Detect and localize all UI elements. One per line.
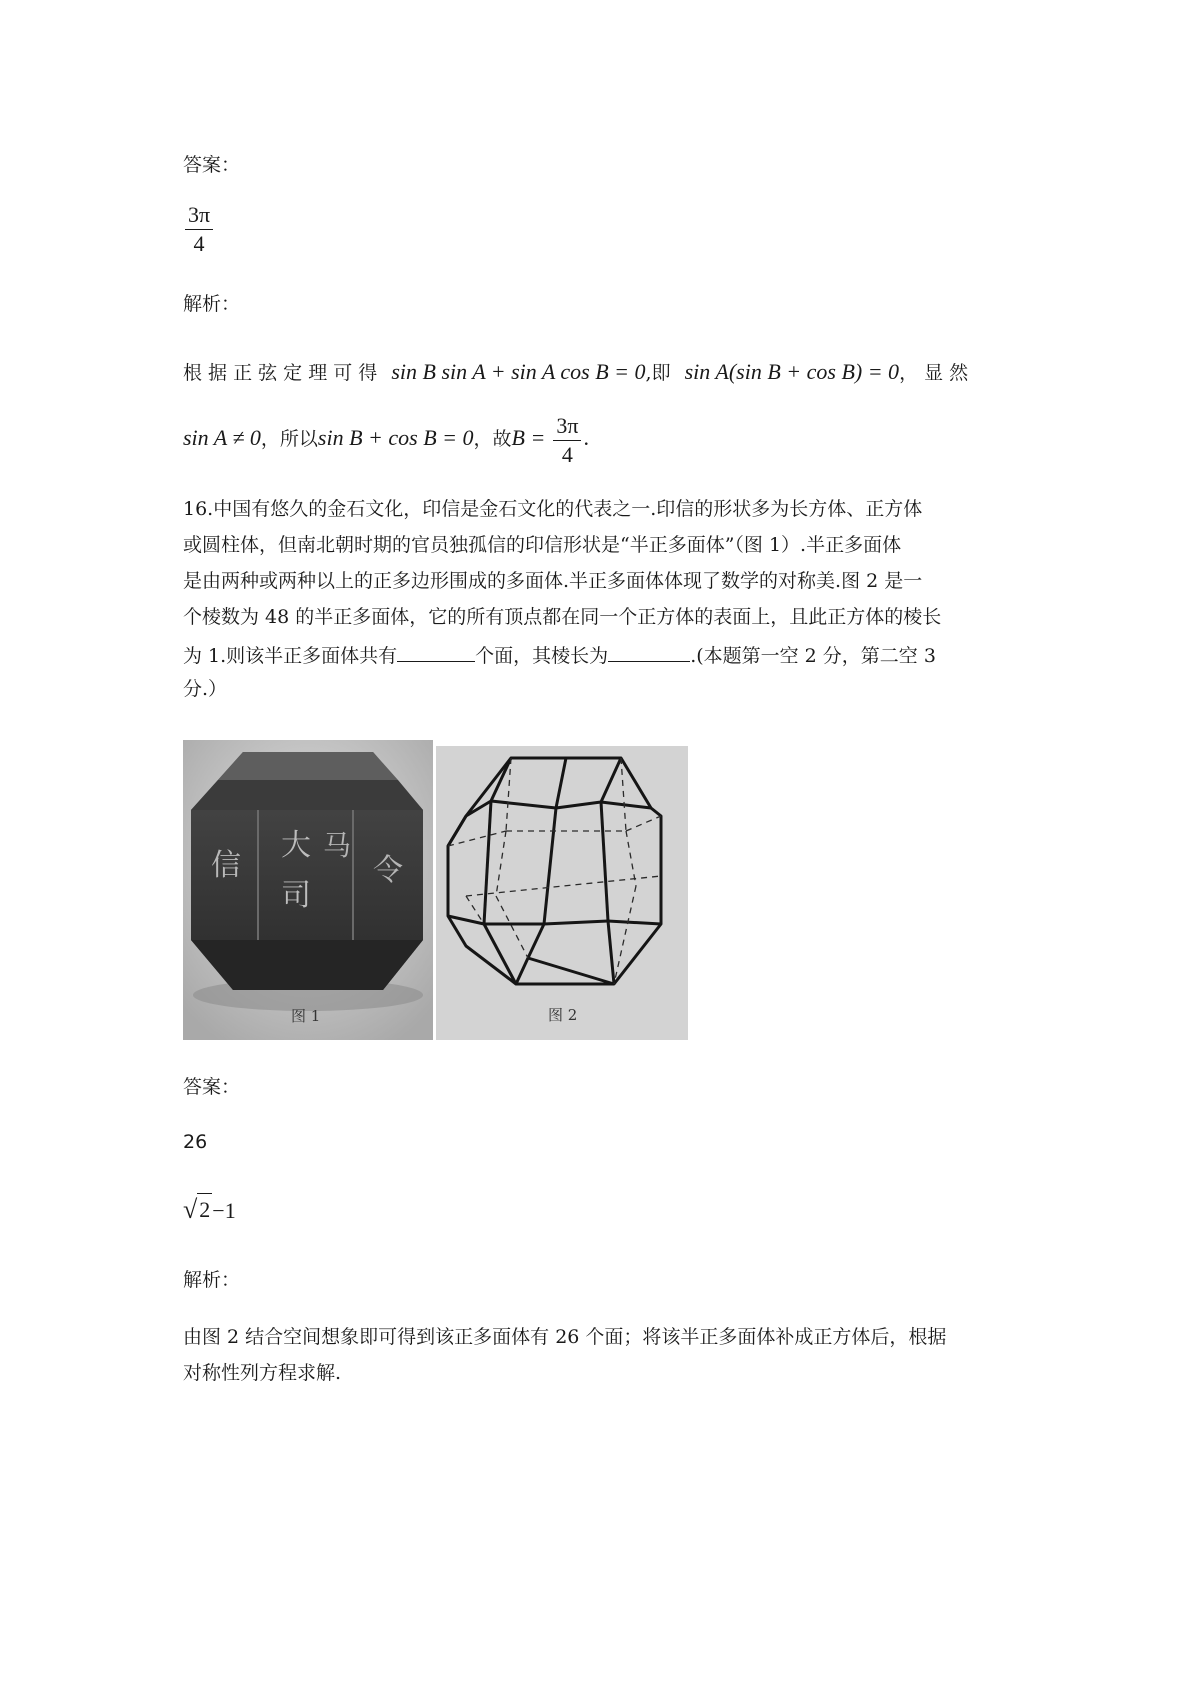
q16-line-1: 16.中国有悠久的金石文化，印信是金石文化的代表之一.印信的形状多为长方体、正方体 bbox=[183, 498, 923, 520]
equation: sin B sin A + sin A cos B = 0 bbox=[391, 359, 646, 384]
analysis-label: 解析： bbox=[183, 1269, 241, 1291]
q16-line-3: 是由两种或两种以上的正多边形围成的多面体.半正多面体体现了数学的对称美.图 2 是一 bbox=[183, 570, 923, 592]
figure-1-seal-photo bbox=[183, 740, 433, 1040]
q16-line-6: 分.） bbox=[183, 678, 228, 700]
figure-1-caption: 图 1 bbox=[291, 1007, 321, 1025]
equation: sin A(sin B + cos B) = 0 bbox=[684, 359, 900, 384]
analysis-line-2: 对称性列方程求解. bbox=[183, 1362, 342, 1384]
analysis-line-1: 由图 2 结合空间想象即可得到该正多面体有 26 个面；将该半正多面体补成正方体后，根据 bbox=[183, 1326, 947, 1348]
figure-2-polyhedron-drawing bbox=[436, 746, 688, 1040]
period: . bbox=[583, 425, 589, 450]
seal-char: 大 bbox=[281, 828, 311, 863]
solution-text: ,即 bbox=[645, 362, 671, 384]
q16-text: 个面，其棱长为 bbox=[475, 645, 609, 667]
q16-line-4: 个棱数为 48 的半正多面体，它的所有顶点都在同一个正方体的表面上，且此正方体的棱长 bbox=[183, 606, 942, 628]
answer-numerator: 3π bbox=[185, 203, 213, 230]
q16-text: 为 1.则该半正多面体共有 bbox=[183, 645, 398, 667]
solution-line-2 bbox=[183, 410, 589, 467]
seal-char: 司 bbox=[281, 878, 311, 913]
figure-2-caption: 图 2 bbox=[548, 1006, 578, 1024]
polyhedron-illustration bbox=[436, 746, 688, 1040]
answer-blank-1[interactable] bbox=[397, 641, 475, 662]
answer-2-value bbox=[183, 1193, 236, 1227]
seal-char: 马 bbox=[323, 829, 352, 862]
q16-line-2: 或圆柱体，但南北朝时期的官员独孤信的印信形状是“半正多面体”（图 1）.半正多面体 bbox=[183, 534, 902, 556]
answer-2-rest: −1 bbox=[212, 1198, 236, 1223]
equation: B = bbox=[511, 425, 546, 450]
q16-text: .(本题第一空 2 分，第二空 3 bbox=[690, 645, 936, 667]
equation: sin B + cos B = 0 bbox=[317, 425, 474, 450]
q16-line-5 bbox=[183, 641, 936, 668]
seal-char: 信 bbox=[211, 848, 241, 883]
fraction-denominator: 4 bbox=[561, 441, 573, 467]
answer-fraction bbox=[183, 203, 215, 256]
fraction-numerator: 3π bbox=[553, 414, 581, 441]
solution-line-1 bbox=[183, 360, 968, 385]
answer-blank-2[interactable] bbox=[608, 641, 690, 662]
answer-denominator: 4 bbox=[193, 231, 205, 256]
seal-char: 令 bbox=[373, 853, 403, 888]
answer-1-value: 26 bbox=[183, 1131, 208, 1153]
equation: sin A ≠ 0 bbox=[183, 425, 261, 450]
analysis-label: 解析： bbox=[183, 293, 241, 315]
radicand: 2 bbox=[197, 1193, 212, 1226]
answer-label: 答案： bbox=[183, 154, 241, 176]
seal-illustration bbox=[183, 740, 433, 1040]
solution-text: ， 显 然 bbox=[899, 362, 969, 384]
solution-text: ，故 bbox=[473, 428, 512, 450]
solution-text: ，所以 bbox=[260, 428, 318, 450]
answer-label: 答案： bbox=[183, 1076, 241, 1098]
sqrt-icon: √ bbox=[183, 1195, 198, 1224]
solution-text: 根 据 正 弦 定 理 可 得 bbox=[183, 362, 378, 384]
